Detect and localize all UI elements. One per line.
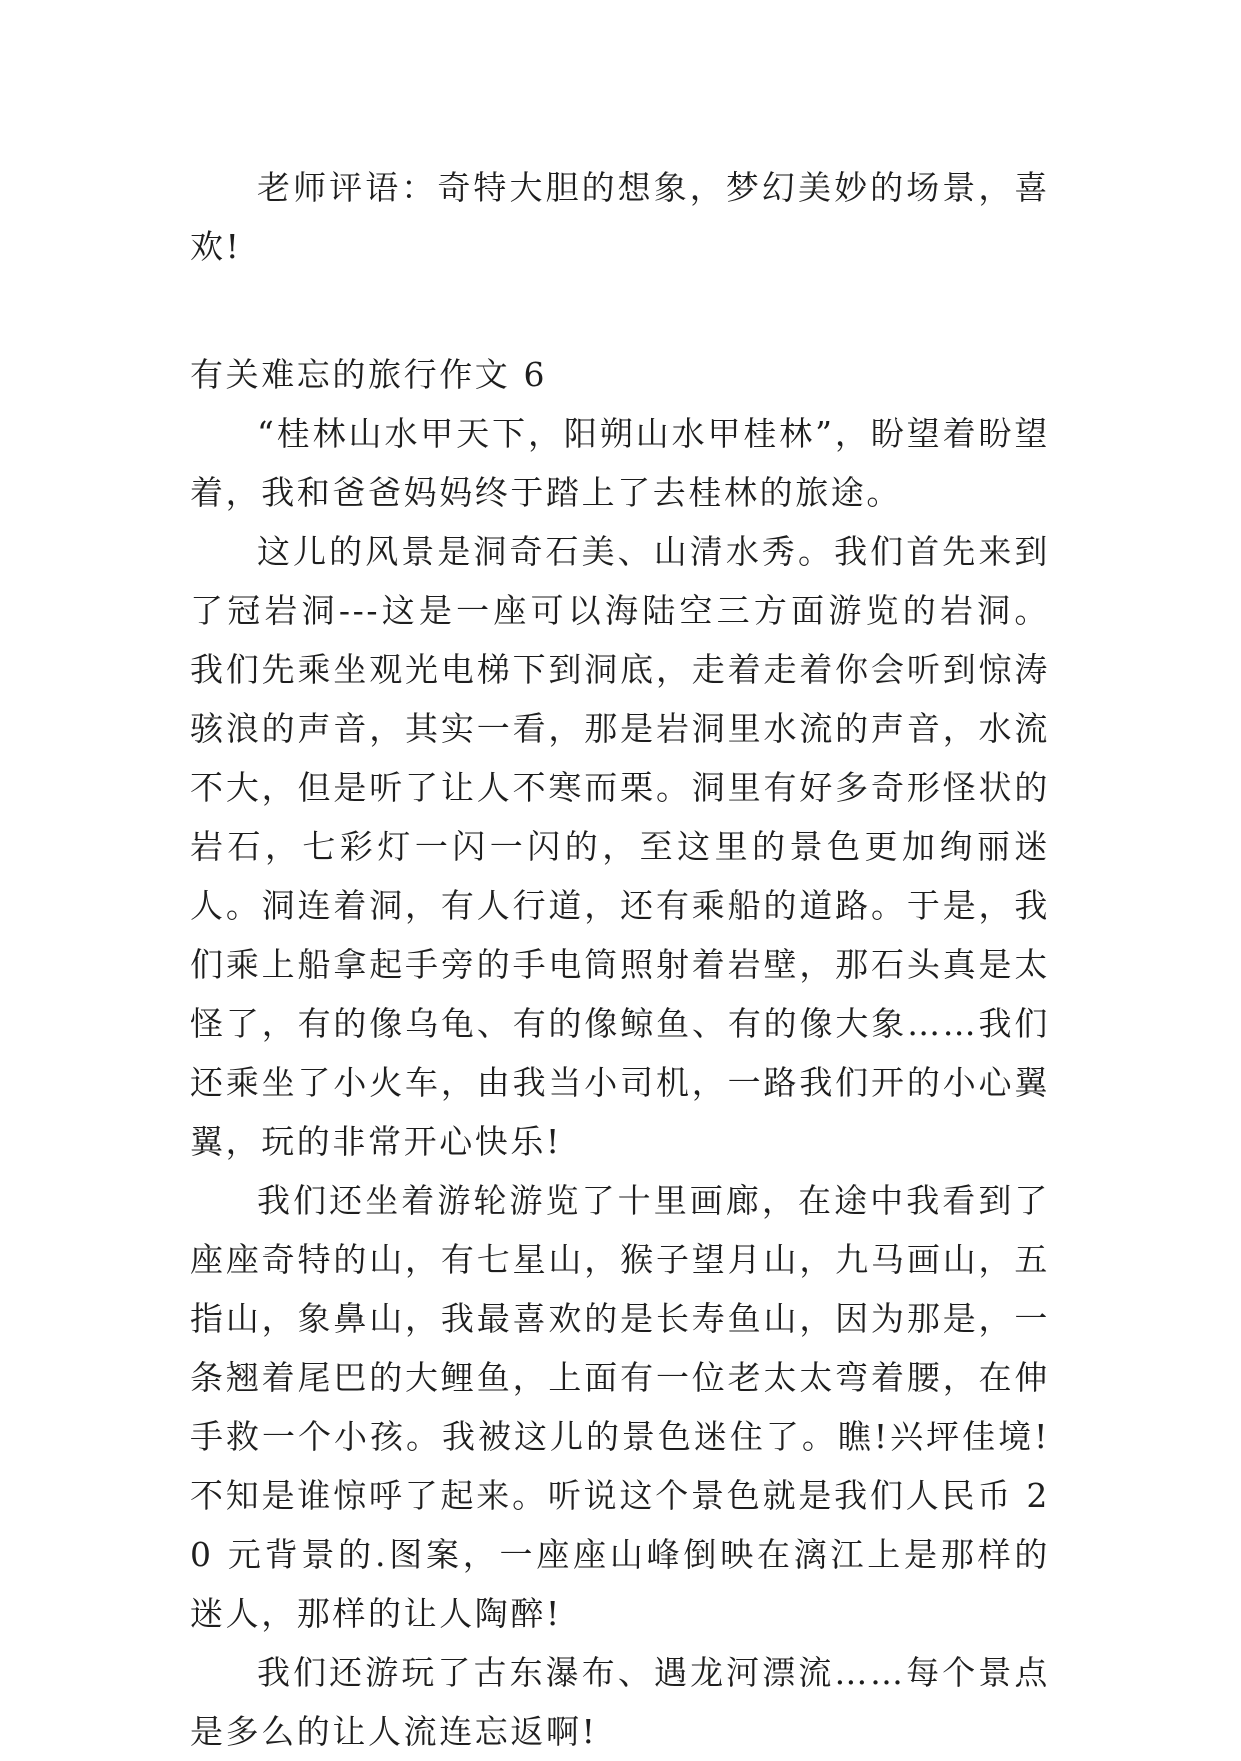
paragraph: “桂林山水甲天下，阳朔山水甲桂林”，盼望着盼望着，我和爸爸妈妈终于踏上了去桂林的旅途。 [190, 414, 1050, 512]
teacher-comment: 老师评语：奇特大胆的想象，梦幻美妙的场景，喜欢! [190, 168, 1050, 266]
paragraph: 我们还游玩了古东瀑布、遇龙河漂流……每个景点是多么的让人流连忘返啊! [190, 1653, 1050, 1751]
document-body [190, 158, 1050, 1761]
essay-title: 有关难忘的旅行作文 6 [190, 355, 548, 394]
paragraph: 这儿的风景是洞奇石美、山清水秀。我们首先来到了冠岩洞---这是一座可以海陆空三方面游览的岩洞。我们先乘坐观光电梯下到洞底，走着走着你会听到惊涛骇浪的声音，其实一看，那是岩洞里水流的声音，水流不大，但是听了让人不寒而栗。洞里有好多奇形怪状的岩石，七彩灯一闪一闪的，至这里的景色更加绚丽迷人。洞连着洞，有人行道，还有乘船的道路。于是，我们乘上船拿起手旁的手电筒照射着岩壁，那石头真是太怪了，有的像乌龟、有的像鲸鱼、有的像大象……我们还乘坐了小火车，由我当小司机，一路我们开的小心翼翼，玩的非常开心快乐! [190, 532, 1050, 1161]
paragraph: 我们还坐着游轮游览了十里画廊，在途中我看到了座座奇特的山，有七星山，猴子望月山，九马画山，五指山，象鼻山，我最喜欢的是长寿鱼山，因为那是，一条翘着尾巴的大鲤鱼，上面有一位老太太弯着腰，在伸手救一个小孩。我被这儿的景色迷住了。瞧!兴坪佳境!不知是谁惊呼了起来。听说这个景色就是我们人民币 20 元背景的.图案，一座座山峰倒映在漓江上是那样的迷人，那样的让人陶醉! [190, 1181, 1050, 1633]
